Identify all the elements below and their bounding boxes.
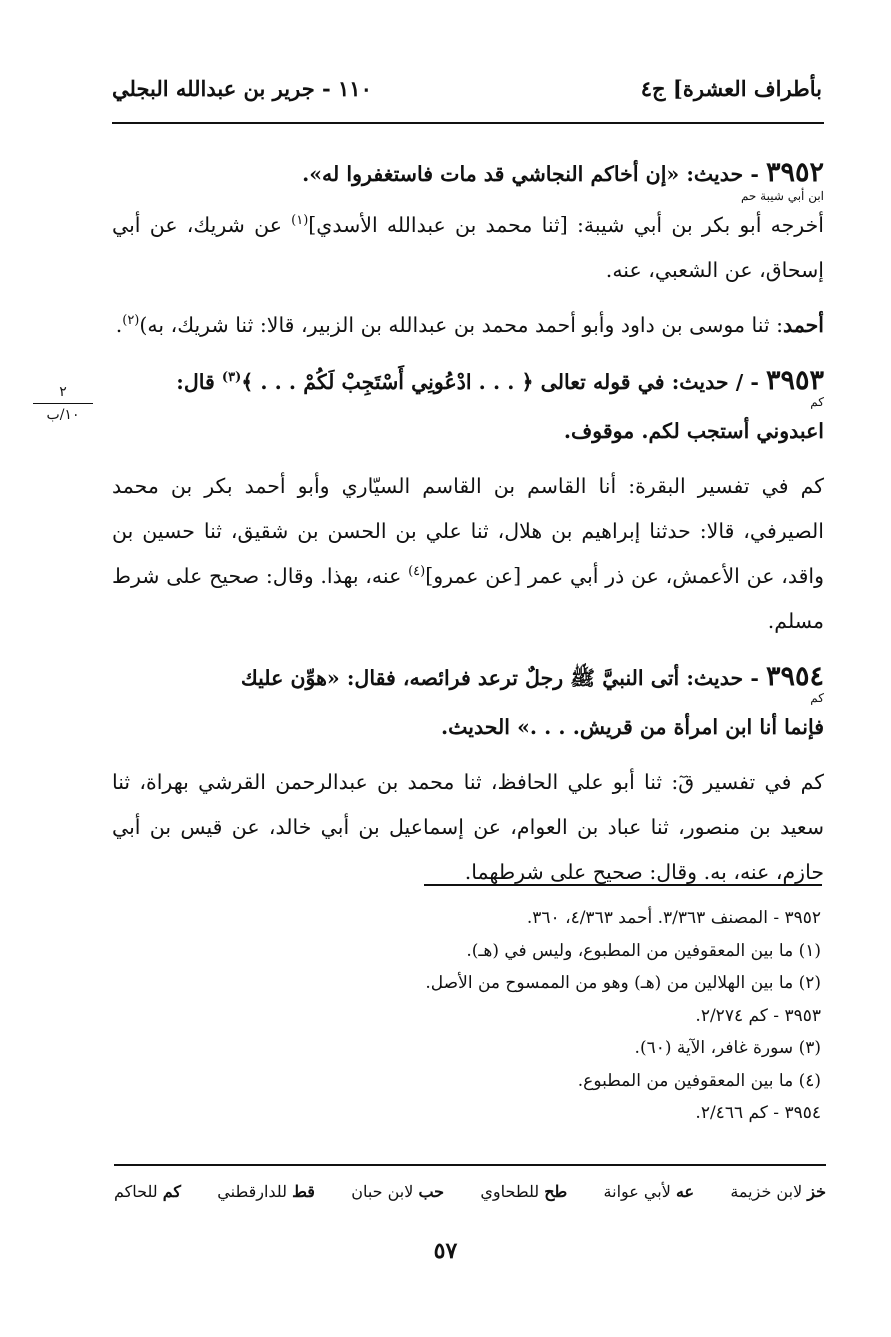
- legend-item: [351, 1182, 444, 1201]
- footnote: (١) ما بين المعقوفين من المطبوع، وليس في (هـ).: [466, 940, 821, 961]
- legend-name: لابن حبان: [351, 1182, 414, 1201]
- legend-abbr: طح: [544, 1182, 568, 1201]
- entry-paragraph: [112, 303, 824, 348]
- footnote-ref: (٢): [122, 313, 140, 329]
- book-title: بأطراف العشرة] ج٤: [640, 76, 822, 101]
- margin-note: [30, 383, 96, 424]
- footnote: ٣٩٥٢ - المصنف ٣/٣٦٣. أحمد ٤/٣٦٣، ٣٦٠.: [526, 908, 821, 928]
- main-text: [112, 150, 824, 895]
- legend-item: [604, 1182, 695, 1201]
- paragraph-text: أخرجه أبو بكر بن أبي شيبة: [ثنا محمد بن عبدالله الأسدي]: [308, 213, 824, 237]
- entry-heading-text: - حديث: أتى النبيَّ ﷺ رجلٌ ترعد فرائصه، فقال: «هوِّن عليك: [240, 666, 766, 690]
- header-divider: [112, 122, 824, 124]
- legend-item: [114, 1182, 181, 1201]
- entry-heading-text: - / حديث: في قوله تعالى ﴿ . . . ادْعُونِي أَسْتَجِبْ لَكُمْ . . . ﴾: [241, 370, 766, 394]
- footnote: ٣٩٥٤ - كم ٢/٤٦٦.: [695, 1103, 821, 1123]
- entry-number: ٣٩٥٤: [765, 661, 824, 692]
- legend-name: لابن خزيمة: [730, 1182, 803, 1201]
- entry-paragraph: [112, 189, 824, 293]
- entry-heading-text: فإنما أنا ابن امرأة من قريش. . . .» الحديث.: [441, 715, 824, 739]
- footnote-ref: (٣): [221, 370, 242, 386]
- source-marks: ابن أبي شيبة حم: [740, 189, 824, 203]
- entry-heading-text: قال:: [176, 370, 222, 394]
- chapter-title: ١١٠ - جرير بن عبدالله البجلي: [112, 76, 372, 101]
- legend-item: [217, 1182, 315, 1201]
- footnote: (٤) ما بين المعقوفين من المطبوع.: [577, 1070, 821, 1091]
- footnote: (٣) سورة غافر، الآية (٦٠).: [634, 1038, 821, 1058]
- source-marks: كم: [810, 395, 824, 409]
- legend-abbr: كم: [162, 1182, 181, 1201]
- entry-paragraph: [112, 464, 824, 644]
- margin-note-top: ٢: [59, 384, 67, 400]
- legend-abbr: قط: [292, 1182, 315, 1201]
- entry-heading-text: اعبدوني أستجب لكم. موقوف.: [563, 419, 824, 443]
- paragraph-text: .: [115, 313, 123, 337]
- entry-heading-text: - حديث: «إن أخاكم النجاشي قد مات فاستغفروا له».: [302, 162, 766, 186]
- abbreviation-legend: [114, 1182, 826, 1201]
- legend-divider: [114, 1164, 826, 1166]
- source-marks: كم: [810, 691, 824, 705]
- footnote: (٢) ما بين الهلالين من (هـ) وهو من الممسوح من الأصل.: [425, 973, 821, 993]
- paragraph-text: كم في تفسير البقرة: أنا القاسم بن القاسم السيّاري وأبو أحمد بكر بن محمد الصيرفي، قالا: حدثنا إبراهيم بن هلال، ثنا علي بن الحسن بن شقيق، ثنا حسين بن واقد، عن الأعمش، عن ذر أبي عمر [عن عمرو]: [112, 474, 825, 588]
- legend-name: للدارقطني: [217, 1182, 287, 1201]
- legend-item: [730, 1182, 826, 1201]
- footnote: ٣٩٥٣ - كم ٢/٢٧٤.: [695, 1005, 821, 1026]
- footnote-divider: [424, 884, 822, 886]
- paragraph-text: عن شريك، عن أبي إسحاق، عن الشعبي، عنه.: [112, 213, 824, 282]
- footnote-ref: (٤): [408, 564, 426, 580]
- paragraph-text: : ثنا موسى بن داود وأبو أحمد محمد بن عبدالله بن الزبير، قالا: ثنا شريك، به): [139, 313, 784, 337]
- entry-number: ٣٩٥٣: [765, 365, 824, 396]
- source-label: أحمد: [783, 313, 824, 337]
- legend-abbr: خز: [807, 1182, 826, 1201]
- margin-note-line: [33, 403, 93, 404]
- legend-name: لأبي عوانة: [603, 1182, 671, 1201]
- paragraph-text: كم في تفسير قٓ: ثنا أبو علي الحافظ، ثنا محمد بن عبدالرحمن القرشي بهراة، ثنا سعيد بن منصور، ثنا عباد بن العوام، عن إسماعيل بن أبي خالد، عن قيس بن أبي حازم، عنه، به. وقال: صحيح على شرطهما.: [112, 770, 824, 884]
- footnotes: [361, 902, 821, 1130]
- page-header: [112, 76, 822, 108]
- paragraph-text: عنه، بهذا. وقال: صحيح على شرط مسلم.: [112, 564, 824, 633]
- margin-note-bottom: ١٠/ب: [46, 407, 80, 423]
- legend-name: للطحاوي: [480, 1182, 540, 1201]
- entry-heading: [112, 358, 824, 405]
- legend-abbr: عه: [675, 1182, 695, 1201]
- footnote-ref: (١): [291, 213, 309, 229]
- entry-paragraph: [112, 760, 824, 895]
- legend-abbr: حب: [418, 1182, 445, 1201]
- entry-number: ٣٩٥٢: [765, 157, 824, 188]
- page-number: ٥٧: [433, 1238, 458, 1264]
- legend-name: للحاكم: [114, 1182, 158, 1201]
- legend-item: [480, 1182, 567, 1201]
